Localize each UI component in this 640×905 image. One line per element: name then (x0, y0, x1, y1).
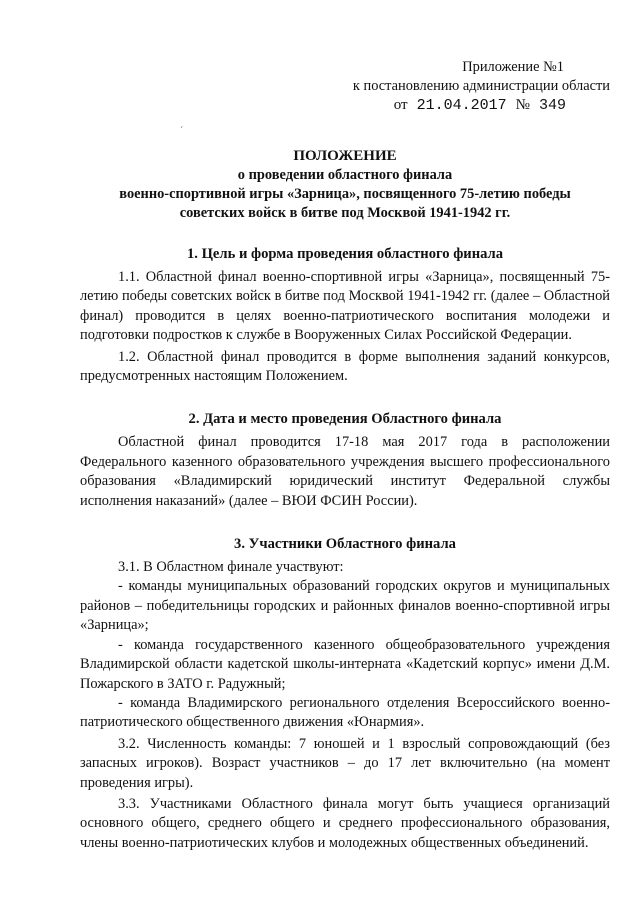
annex-number-sign: № (515, 97, 530, 113)
annex-prefix: от (393, 97, 408, 113)
scan-mark: ˊ (180, 126, 184, 137)
document-title-block (80, 147, 610, 223)
document-subtitle-3: советских войск в битве под Москвой 1941-1942 гг. (179, 205, 511, 221)
paragraph-3-1: 3.1. В Областном финале участвуют: (118, 559, 344, 576)
annex-reference: к постановлению администрации области (352, 78, 610, 94)
document-title: ПОЛОЖЕНИЕ (293, 148, 397, 164)
section-1-heading: 1. Цель и форма проведения областного финала (186, 246, 504, 262)
annex-title: Приложение №1 (462, 59, 564, 75)
annex-header (80, 58, 610, 115)
section-2-heading: 2. Дата и место проведения Областного финала (188, 411, 502, 428)
annex-date-number (80, 96, 566, 115)
list-item-yunarmia-team: - команда Владимирского регионального отделения Всероссийского военно-патриотического общественного движения «Юнармия». (80, 694, 610, 731)
section-3-heading: 3. Участники Областного финала (234, 536, 456, 553)
annex-number: 349 (538, 97, 566, 114)
paragraph-2-1: Областной финал проводится 17-18 мая 2017 года в расположении Федерального казенного образовательного учреждения высшего профессионального образования «Владимирский юридический институт Федеральной службы исполнения наказаний» (далее – ВЮИ ФСИН России). (80, 434, 610, 509)
paragraph-3-3: 3.3. Участниками Областного финала могут быть учащиеся организаций основного общего, среднего общего и среднего профессионального образования, члены военно-патриотических клубов и молодежных общественных объединений. (80, 795, 610, 851)
paragraph-1-1: 1.1. Областной финал военно-спортивной игры «Зарница», посвященный 75-летию победы советских войск в битве под Москвой 1941-1942 гг. (далее – Областной финал) проводится в целях военно-патриотического воспитания молодежи и подготовки подростков к службе в Вооруженных Силах Российской Федерации. (80, 269, 610, 344)
list-item-cadet-team: - команда государственного казенного общеобразовательного учреждения Владимирской области кадетской школы-интерната «Кадетский корпус» имени Д.М. Пожарского в ЗАТО г. Радужный; (80, 636, 610, 692)
paragraph-1-2: 1.2. Областной финал проводится в форме выполнения заданий конкурсов, предусмотренных настоящим Положением. (80, 348, 610, 385)
annex-date: 21.04.2017 (416, 97, 507, 114)
list-item-municipal-teams: - команды муниципальных образований городских округов и муниципальных районов – победительницы городских и районных финалов военно-спортивной игры «Зарница»; (80, 578, 610, 634)
document-subtitle-2: военно-спортивной игры «Зарница», посвященного 75-летию победы (119, 186, 571, 202)
document-subtitle-1: о проведении областного финала (237, 167, 453, 183)
paragraph-3-2: 3.2. Численность команды: 7 юношей и 1 взрослый сопровождающий (без запасных игроков). Возраст участников – до 17 лет включительно (на момент проведения игры). (80, 735, 610, 791)
